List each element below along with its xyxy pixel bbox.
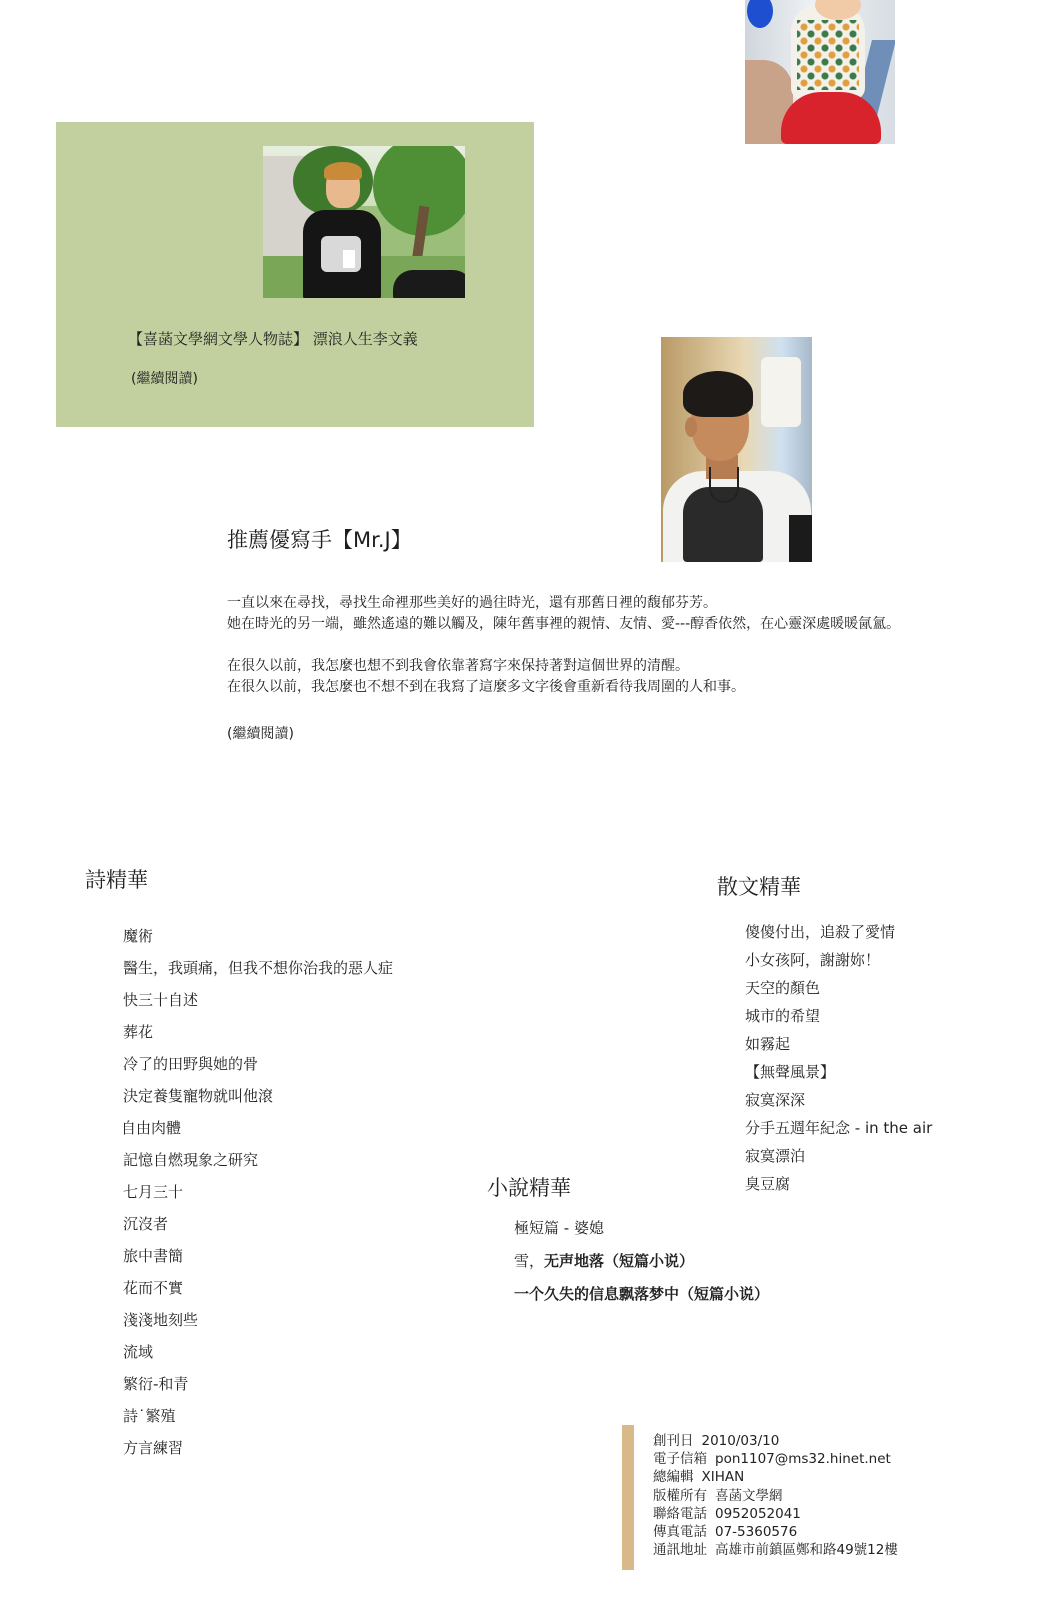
feature-read-more-link[interactable]: (繼續閱讀) <box>131 371 198 387</box>
poetry-item[interactable]: 葬花 <box>123 1023 154 1041</box>
mrj-read-more-link[interactable]: (繼續閱讀) <box>227 726 294 742</box>
footer-row-phone: 聯絡電話 0952052041 <box>653 1505 801 1522</box>
prose-item[interactable]: 【無聲風景】 <box>745 1063 836 1081</box>
prose-item[interactable]: 臭豆腐 <box>745 1175 791 1193</box>
mrj-paragraph-1 <box>227 593 900 635</box>
prose-item[interactable]: 小女孩阿，謝謝妳！ <box>745 951 881 969</box>
poetry-item[interactable]: 花而不實 <box>123 1279 184 1297</box>
mrj-paragraph-1-line-1: 一直以來在尋找，尋找生命裡那些美好的過往時光，還有那舊日裡的馥郁芬芳。 <box>227 595 717 611</box>
prose-heading: 散文精華 <box>717 875 801 899</box>
novel-list <box>514 1212 769 1311</box>
prose-item[interactable]: 如霧起 <box>745 1035 791 1053</box>
prose-item[interactable]: 傻傻付出，追殺了愛情 <box>745 923 896 941</box>
prose-item[interactable]: 寂寞漂泊 <box>745 1147 806 1165</box>
poetry-item[interactable]: 沉沒者 <box>123 1215 169 1233</box>
novel-item[interactable]: 一个久失的信息飘落梦中（短篇小说） <box>514 1285 770 1303</box>
poetry-item[interactable]: 魔術 <box>123 927 154 945</box>
mrj-paragraph-2-line-1: 在很久以前，我怎麼也想不到我會依靠著寫字來保持著對這個世界的清醒。 <box>227 658 689 674</box>
novel-item[interactable] <box>514 1245 769 1278</box>
footer-row-fax: 傳真電話 07-5360576 <box>653 1524 798 1541</box>
poetry-item[interactable]: 七月三十 <box>123 1183 184 1201</box>
novel-heading: 小說精華 <box>487 1176 571 1200</box>
footer-row-email: 電子信箱 pon1107@ms32.hinet.net <box>653 1451 891 1468</box>
poetry-item[interactable]: 詩˙繁殖 <box>123 1407 176 1425</box>
novel-item-bold: 无声地落（短篇小说） <box>544 1252 695 1270</box>
footer-row-editor: 總編輯 XIHAN <box>653 1469 745 1486</box>
poetry-item[interactable]: 自由肉體 <box>121 1119 182 1137</box>
footer-row-launch-date: 創刊日 2010/03/10 <box>653 1433 780 1449</box>
prose-item[interactable]: 寂寞深深 <box>745 1091 806 1109</box>
prose-list <box>745 918 932 1198</box>
mrj-paragraph-2-line-2: 在很久以前，我怎麼也不想不到在我寫了這麼多文字後會重新看待我周圍的人和事。 <box>227 679 745 695</box>
footer-accent-bar <box>622 1425 634 1570</box>
poetry-item[interactable]: 流域 <box>123 1343 154 1361</box>
poetry-heading: 詩精華 <box>85 868 148 892</box>
footer-row-address: 通訊地址 高雄市前鎮區鄭和路49號12樓 <box>653 1542 898 1559</box>
poetry-item[interactable]: 淺淺地刻些 <box>123 1311 199 1329</box>
poetry-item[interactable]: 記憶自燃現象之研究 <box>123 1151 259 1169</box>
poetry-list <box>123 920 393 1464</box>
poetry-item[interactable]: 快三十自述 <box>123 991 199 1009</box>
author-photo[interactable] <box>263 146 465 298</box>
prose-item[interactable]: 天空的顏色 <box>745 979 821 997</box>
child-photo[interactable] <box>745 0 895 144</box>
mrj-paragraph-2 <box>227 656 745 698</box>
novel-item[interactable]: 極短篇 - 婆媳 <box>514 1219 604 1237</box>
poetry-item[interactable]: 冷了的田野與她的骨 <box>123 1055 259 1073</box>
prose-item[interactable]: 城市的希望 <box>745 1007 821 1025</box>
footer-email-link[interactable]: pon1107@ms32.hinet.net <box>715 1451 891 1468</box>
mrj-paragraph-1-line-2: 她在時光的另一端，雖然遙遠的難以觸及，陳年舊事裡的親情、友情、愛---醇香依然，在心靈深處暖暖氤氳。 <box>227 616 901 632</box>
novel-item-prefix: 雪， <box>514 1252 545 1270</box>
mrj-title: 推薦優寫手【Mr.J】 <box>227 528 412 552</box>
feature-title-link[interactable]: 【喜菡文學網文學人物誌】 漂浪人生李文義 <box>128 330 418 348</box>
footer-row-copyright: 版權所有 喜菡文學網 <box>653 1487 783 1504</box>
mrj-photo[interactable] <box>661 337 812 562</box>
poetry-item[interactable]: 決定養隻寵物就叫他滾 <box>123 1087 274 1105</box>
prose-item[interactable]: 分手五週年紀念 - in the air <box>745 1119 933 1137</box>
footer-info <box>653 1432 898 1559</box>
poetry-item[interactable]: 醫生，我頭痛，但我不想你治我的惡人症 <box>123 959 394 977</box>
poetry-item[interactable]: 方言練習 <box>123 1439 184 1457</box>
poetry-item[interactable]: 繁衍-和青 <box>123 1375 189 1393</box>
poetry-item[interactable]: 旅中書簡 <box>123 1247 184 1265</box>
